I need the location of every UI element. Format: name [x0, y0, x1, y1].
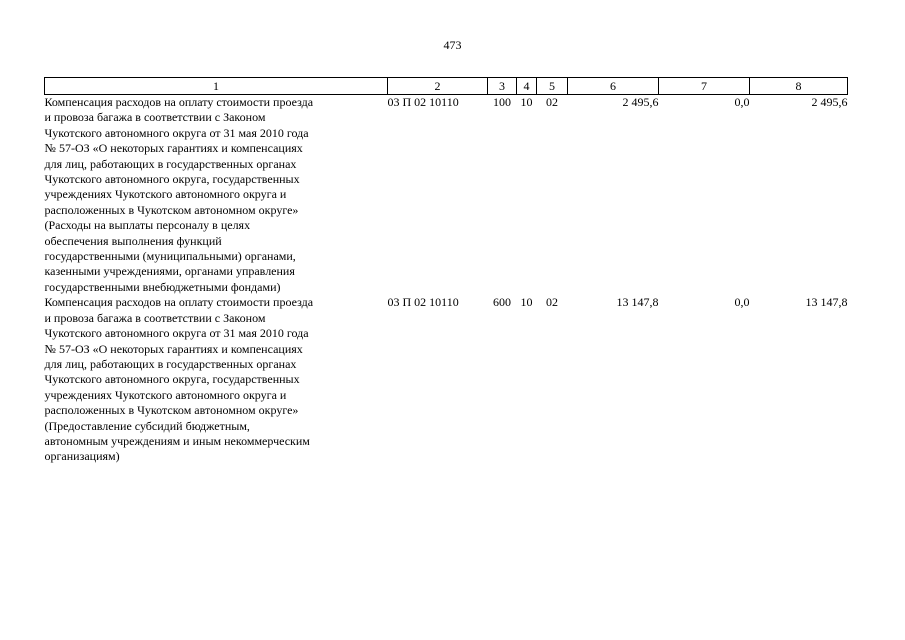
column-header-3: 3	[488, 78, 517, 95]
row-col6: 13 147,8	[616, 295, 659, 310]
description-line: организациям)	[44, 449, 120, 464]
row-description	[45, 95, 388, 296]
row-description	[45, 295, 388, 464]
row-code: 03 П 02 10110	[387, 95, 459, 109]
description-line: и провоза багажа в соответствии с Законом	[44, 110, 266, 125]
row-col3: 100	[493, 95, 511, 109]
description-line: расположенных в Чукотском автономном округе»	[44, 403, 299, 418]
description-line: Компенсация расходов на оплату стоимости проезда	[44, 95, 314, 109]
description-line: учреждениях Чукотского автономного округа и	[44, 387, 287, 402]
page-number: 473	[443, 38, 462, 52]
description-line: казенными учреждениями, органами управления	[44, 264, 295, 279]
row-col8: 13 147,8	[805, 295, 848, 310]
description-line: Компенсация расходов на оплату стоимости проезда	[44, 295, 314, 310]
row-col5: 02	[546, 95, 558, 109]
row-col3: 600	[493, 295, 511, 310]
description-line: учреждениях Чукотского автономного округа и	[44, 187, 287, 202]
column-header-2: 2	[388, 78, 488, 95]
description-line: Чукотского автономного округа от 31 мая 2010 года	[44, 326, 309, 341]
row-col8: 2 495,6	[811, 95, 848, 109]
budget-table	[44, 77, 848, 465]
column-header-8: 8	[750, 78, 848, 95]
row-col4: 10	[520, 95, 533, 109]
description-line: Чукотского автономного округа, государственных	[44, 372, 300, 387]
description-line: обеспечения выполнения функций	[44, 233, 222, 248]
header-row	[45, 78, 848, 95]
description-line: для лиц, работающих в государственных органах	[44, 156, 297, 171]
column-header-4: 4	[517, 78, 537, 95]
row-code: 03 П 02 10110	[387, 295, 459, 310]
description-line: для лиц, работающих в государственных органах	[44, 356, 297, 371]
description-line: расположенных в Чукотском автономном округе»	[44, 202, 299, 217]
row-col7: 0,0	[734, 295, 750, 310]
description-line: Чукотского автономного округа от 31 мая 2010 года	[44, 125, 309, 140]
table-row	[45, 95, 848, 296]
row-col5: 02	[546, 295, 558, 310]
description-line: автономным учреждениям и иным некоммерческим	[44, 433, 310, 448]
description-line: № 57-ОЗ «О некоторых гарантиях и компенсациях	[44, 341, 303, 356]
row-col4: 10	[520, 295, 533, 310]
description-line: государственными (муниципальными) органами,	[44, 249, 296, 264]
description-line: (Предоставление субсидий бюджетным,	[44, 418, 250, 433]
row-col7: 0,0	[734, 95, 750, 109]
description-line: Чукотского автономного округа, государственных	[44, 172, 300, 187]
description-line: (Расходы на выплаты персоналу в целях	[44, 218, 251, 233]
description-line: и провоза багажа в соответствии с Законом	[44, 310, 266, 325]
description-line: № 57-ОЗ «О некоторых гарантиях и компенсациях	[44, 141, 303, 156]
row-col6: 2 495,6	[622, 95, 659, 109]
column-header-6: 6	[568, 78, 659, 95]
description-line: государственными внебюджетными фондами)	[44, 279, 281, 294]
column-header-1: 1	[45, 78, 388, 95]
column-header-7: 7	[659, 78, 750, 95]
column-header-5: 5	[537, 78, 568, 95]
table-row	[45, 295, 848, 464]
